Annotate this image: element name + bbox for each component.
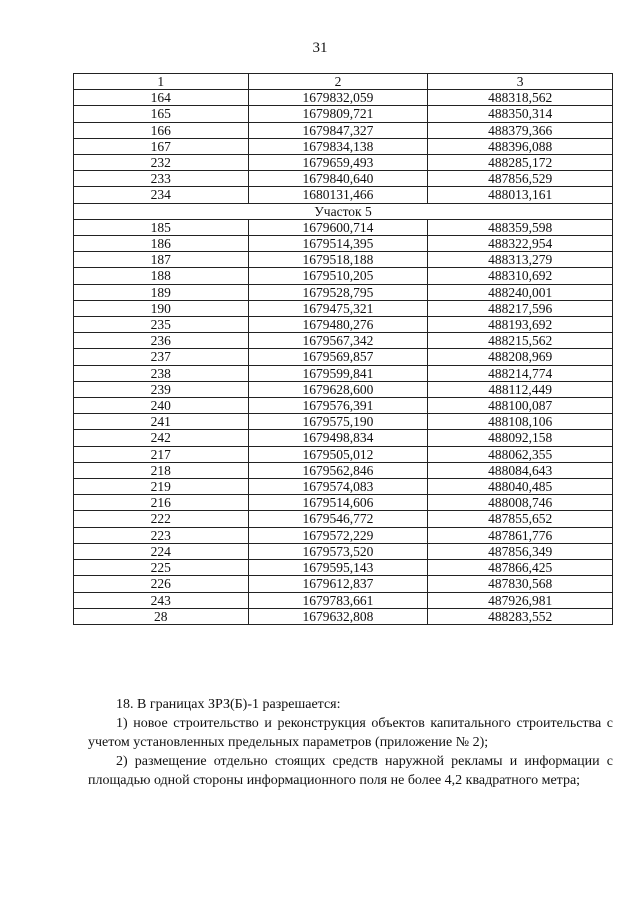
table-row [74,252,613,268]
point-number-cell: 238 [74,365,249,381]
table-row [74,381,613,397]
regulation-text [88,695,613,790]
y-coordinate-cell: 488359,598 [428,219,613,235]
point-number-cell: 28 [74,608,249,624]
point-number-cell: 237 [74,349,249,365]
y-coordinate-cell: 488217,596 [428,300,613,316]
table-row [74,106,613,122]
table-row [74,592,613,608]
table-row [74,511,613,527]
x-coordinate-cell: 1679498,834 [248,430,428,446]
x-coordinate-cell: 1679628,600 [248,381,428,397]
table-row [74,138,613,154]
y-coordinate-cell: 488084,643 [428,462,613,478]
point-number-cell: 190 [74,300,249,316]
section-heading: 18. В границах ЗРЗ(Б)-1 разрешается: [116,697,341,712]
point-number-cell: 225 [74,560,249,576]
section-row [74,203,613,219]
point-number-cell: 233 [74,171,249,187]
y-coordinate-cell: 488322,954 [428,236,613,252]
y-coordinate-cell: 488310,692 [428,268,613,284]
x-coordinate-cell: 1679659,493 [248,155,428,171]
table-row [74,479,613,495]
table-row [74,236,613,252]
point-number-cell: 240 [74,398,249,414]
y-coordinate-cell: 488040,485 [428,479,613,495]
point-number-cell: 241 [74,414,249,430]
x-coordinate-cell: 1680131,466 [248,187,428,203]
y-coordinate-cell: 488396,088 [428,138,613,154]
table-row [74,171,613,187]
x-coordinate-cell: 1679612,837 [248,576,428,592]
point-number-cell: 189 [74,284,249,300]
y-coordinate-cell: 488208,969 [428,349,613,365]
y-coordinate-cell: 488215,562 [428,333,613,349]
y-coordinate-cell: 487856,349 [428,543,613,559]
list-item: 1) новое строительство и реконструкция объектов капитального строительства с учетом установленных предельных параметров (приложение № 2); [88,716,613,750]
point-number-cell: 187 [74,252,249,268]
column-header: 2 [248,74,428,90]
x-coordinate-cell: 1679518,188 [248,252,428,268]
point-number-cell: 236 [74,333,249,349]
point-number-cell: 218 [74,462,249,478]
table-row [74,414,613,430]
point-number-cell: 223 [74,527,249,543]
point-number-cell: 224 [74,543,249,559]
y-coordinate-cell: 488379,366 [428,122,613,138]
y-coordinate-cell: 487830,568 [428,576,613,592]
x-coordinate-cell: 1679572,229 [248,527,428,543]
list-item: 2) размещение отдельно стоящих средств наружной рекламы и информации с площадью одной стороны информационного поля не более 4,2 квадратного метра; [88,754,613,788]
table-header-row [74,74,613,90]
y-coordinate-cell: 488350,314 [428,106,613,122]
point-number-cell: 217 [74,446,249,462]
point-number-cell: 216 [74,495,249,511]
x-coordinate-cell: 1679595,143 [248,560,428,576]
table-row [74,608,613,624]
table-row [74,349,613,365]
table-row [74,155,613,171]
y-coordinate-cell: 488240,001 [428,284,613,300]
x-coordinate-cell: 1679576,391 [248,398,428,414]
table-row [74,268,613,284]
point-number-cell: 166 [74,122,249,138]
table-row [74,543,613,559]
y-coordinate-cell: 488193,692 [428,317,613,333]
y-coordinate-cell: 487926,981 [428,592,613,608]
x-coordinate-cell: 1679834,138 [248,138,428,154]
point-number-cell: 232 [74,155,249,171]
point-number-cell: 185 [74,219,249,235]
table-row [74,560,613,576]
x-coordinate-cell: 1679569,857 [248,349,428,365]
y-coordinate-cell: 488112,449 [428,381,613,397]
y-coordinate-cell: 488285,172 [428,155,613,171]
point-number-cell: 167 [74,138,249,154]
x-coordinate-cell: 1679573,520 [248,543,428,559]
y-coordinate-cell: 488108,106 [428,414,613,430]
table-row [74,122,613,138]
x-coordinate-cell: 1679562,846 [248,462,428,478]
coordinates-table [73,73,613,625]
x-coordinate-cell: 1679510,205 [248,268,428,284]
table-row [74,365,613,381]
table-row [74,495,613,511]
point-number-cell: 186 [74,236,249,252]
y-coordinate-cell: 487855,652 [428,511,613,527]
table-row [74,187,613,203]
point-number-cell: 234 [74,187,249,203]
x-coordinate-cell: 1679809,721 [248,106,428,122]
x-coordinate-cell: 1679480,276 [248,317,428,333]
point-number-cell: 226 [74,576,249,592]
x-coordinate-cell: 1679783,661 [248,592,428,608]
x-coordinate-cell: 1679832,059 [248,90,428,106]
y-coordinate-cell: 488013,161 [428,187,613,203]
point-number-cell: 243 [74,592,249,608]
table-row [74,398,613,414]
y-coordinate-cell: 488100,087 [428,398,613,414]
table-row [74,576,613,592]
table-row [74,300,613,316]
y-coordinate-cell: 488318,562 [428,90,613,106]
table-row [74,462,613,478]
y-coordinate-cell: 487856,529 [428,171,613,187]
y-coordinate-cell: 488313,279 [428,252,613,268]
table-row [74,527,613,543]
y-coordinate-cell: 487866,425 [428,560,613,576]
x-coordinate-cell: 1679505,012 [248,446,428,462]
point-number-cell: 235 [74,317,249,333]
x-coordinate-cell: 1679514,606 [248,495,428,511]
point-number-cell: 242 [74,430,249,446]
table-row [74,333,613,349]
y-coordinate-cell: 488214,774 [428,365,613,381]
page-number: 31 [312,40,328,56]
section-label: Участок 5 [74,203,613,219]
point-number-cell: 188 [74,268,249,284]
table-row [74,284,613,300]
column-header: 1 [74,74,249,90]
point-number-cell: 164 [74,90,249,106]
table-row [74,90,613,106]
x-coordinate-cell: 1679574,083 [248,479,428,495]
x-coordinate-cell: 1679632,808 [248,608,428,624]
x-coordinate-cell: 1679847,327 [248,122,428,138]
x-coordinate-cell: 1679514,395 [248,236,428,252]
table-row [74,317,613,333]
y-coordinate-cell: 488062,355 [428,446,613,462]
point-number-cell: 219 [74,479,249,495]
table-row [74,446,613,462]
table-row [74,430,613,446]
y-coordinate-cell: 488092,158 [428,430,613,446]
x-coordinate-cell: 1679599,841 [248,365,428,381]
column-header: 3 [428,74,613,90]
table-row [74,219,613,235]
x-coordinate-cell: 1679840,640 [248,171,428,187]
x-coordinate-cell: 1679528,795 [248,284,428,300]
x-coordinate-cell: 1679475,321 [248,300,428,316]
x-coordinate-cell: 1679600,714 [248,219,428,235]
x-coordinate-cell: 1679567,342 [248,333,428,349]
y-coordinate-cell: 487861,776 [428,527,613,543]
y-coordinate-cell: 488008,746 [428,495,613,511]
point-number-cell: 239 [74,381,249,397]
x-coordinate-cell: 1679575,190 [248,414,428,430]
y-coordinate-cell: 488283,552 [428,608,613,624]
x-coordinate-cell: 1679546,772 [248,511,428,527]
point-number-cell: 222 [74,511,249,527]
point-number-cell: 165 [74,106,249,122]
